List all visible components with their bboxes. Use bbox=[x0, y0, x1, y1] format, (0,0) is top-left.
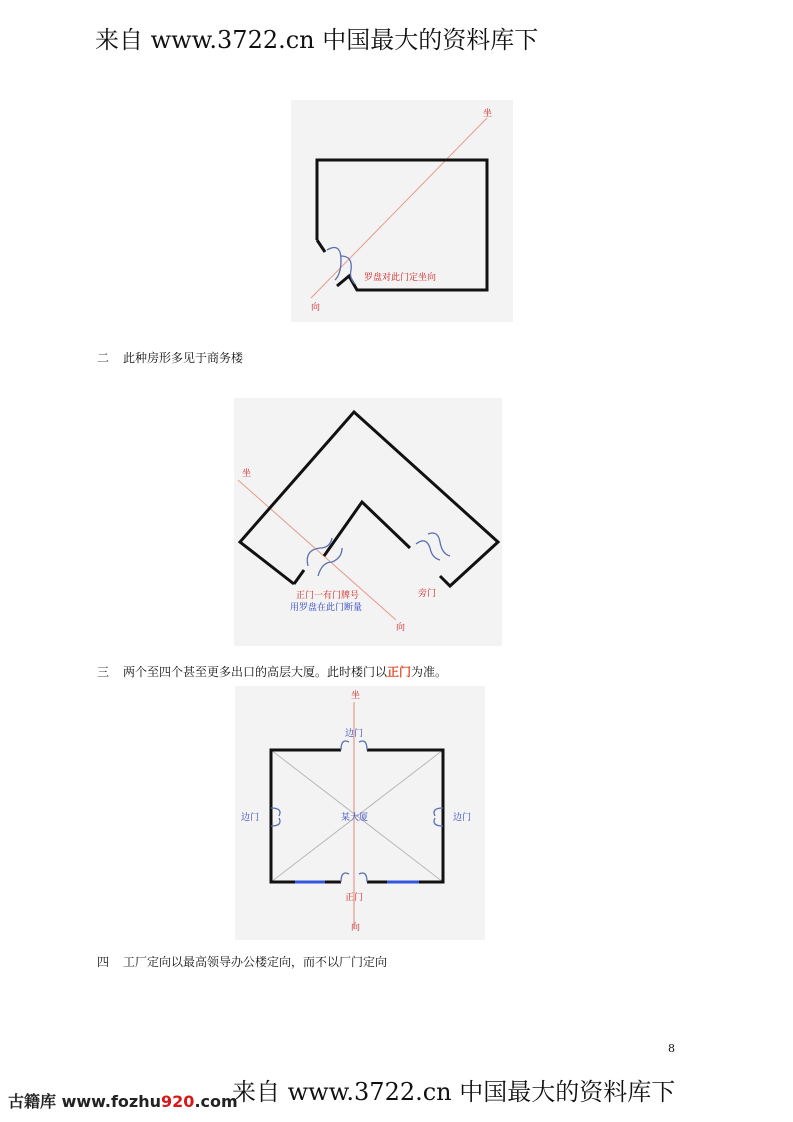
caption-number: 四 bbox=[97, 955, 110, 969]
caption-highlight: 正门 bbox=[387, 665, 412, 679]
caption-3 bbox=[97, 663, 447, 680]
logo-number: 920 bbox=[161, 1092, 195, 1111]
door-note: 罗盘对此门定坐向 bbox=[364, 273, 437, 283]
door-note-line1: 正门一有门牌号 bbox=[296, 591, 360, 601]
caption-text: 工厂定向以最高领导办公楼定向，而不以厂门定向 bbox=[123, 955, 388, 969]
caption-number: 三 bbox=[97, 665, 110, 679]
caption-4 bbox=[97, 953, 387, 970]
site-logo[interactable] bbox=[8, 1089, 238, 1112]
page-header: 来自 www.3722.cn 中国最大的资料库下 bbox=[95, 26, 539, 54]
caption-text: 此种房形多见于商务楼 bbox=[123, 351, 244, 365]
top-door-label: 边门 bbox=[345, 729, 364, 739]
page-footer: 来自 www.3722.cn 中国最大的资料库下 bbox=[232, 1078, 676, 1106]
xiang-label: 向 bbox=[311, 303, 321, 313]
page-number: 8 bbox=[668, 1042, 675, 1055]
zuo-label: 坐 bbox=[483, 109, 493, 119]
zuo-label: 坐 bbox=[351, 691, 361, 701]
caption-2 bbox=[97, 349, 243, 366]
logo-prefix: 古籍库 www.fozhu bbox=[8, 1092, 162, 1111]
center-label: 某大厦 bbox=[341, 813, 369, 823]
xiang-label: 向 bbox=[396, 623, 406, 633]
caption-text: 两个至四个甚至更多出口的高层大厦。此时楼门以 bbox=[123, 665, 388, 679]
door-note-line2: 用罗盘在此门断量 bbox=[290, 603, 363, 613]
figure-2-diagram bbox=[234, 398, 502, 646]
side-door-label: 旁门 bbox=[418, 589, 437, 599]
caption-text-end: 为准。 bbox=[411, 665, 448, 679]
figure-1-diagram bbox=[291, 100, 513, 322]
logo-suffix: .com bbox=[194, 1092, 238, 1111]
caption-number: 二 bbox=[97, 351, 110, 365]
xiang-label: 向 bbox=[351, 923, 361, 933]
main-door-label: 正门 bbox=[345, 893, 364, 903]
figure-3-diagram bbox=[235, 686, 485, 940]
left-door-label: 边门 bbox=[241, 813, 260, 823]
right-door-label: 边门 bbox=[453, 813, 472, 823]
zuo-label: 坐 bbox=[242, 469, 252, 479]
